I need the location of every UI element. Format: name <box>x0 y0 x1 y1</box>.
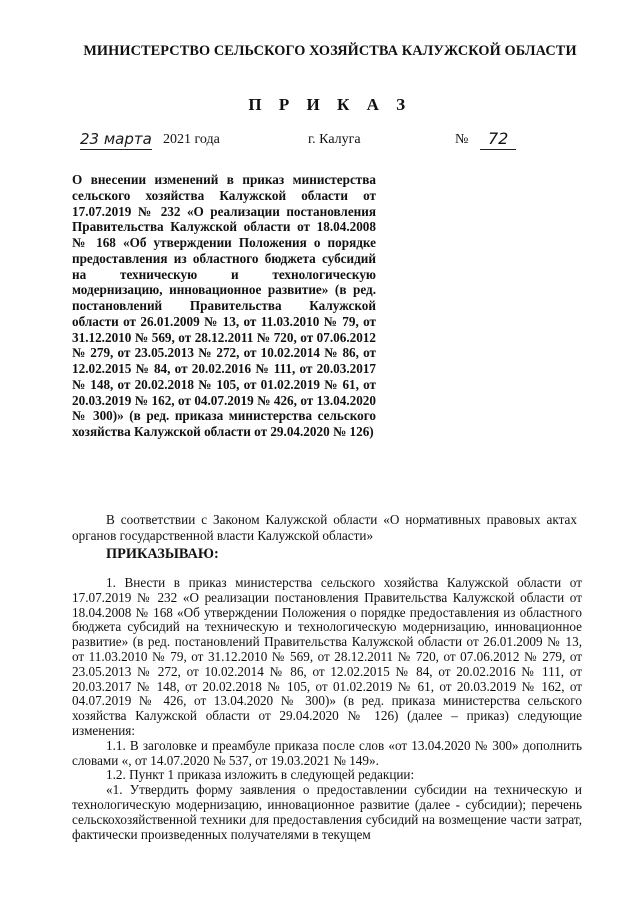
document-type-title: П Р И К А З <box>248 95 412 114</box>
date-year: 2021 года <box>163 132 220 147</box>
number-underline <box>480 149 516 150</box>
number-sign: № <box>455 132 469 147</box>
body-paragraph-1: 1. Внести в приказ министерства сельского хозяйства Калужской области от 17.07.2019 № 232 «О реализации постановления Правительства Калужской области от 18.04.2008 № 168 «Об утверждении Положения о порядке предоставления из областного бюджета субсидий на техническую и технологическую модернизацию, инновационное развитие» (в ред. постановлений Правительства Калужской области от 26.01.2009 № 13, от 11.03.2010 № 79, от 31.12.2010 № 569, от 28.12.2011 № 720, от 07.06.2012 № 279, от 23.05.2013 № 272, от 10.02.2014 № 86, от 12.02.2015 № 84, от 20.02.2016 № 111, от 20.03.2017 № 148, от 20.02.2018 № 105, от 01.02.2019 № 61, от 20.03.2019 № 162, от 04.07.2019 № 426, от 13.04.2020 № 300)» (в ред. приказа министерства сельского хозяйства Калужской области от 29.04.2020 № 126) (далее – приказ) следующие изменения: <box>72 575 582 738</box>
order-subject: О внесении изменений в приказ министерства сельского хозяйства Калужской области от 17.07.2019 № 232 «О реализации постановления Правительства Калужской области от 18.04.2008 № 168 «Об утверждении Положения о порядке предоставления из областного бюджета субсидий на техническую и технологическую модернизацию, инновационное развитие» (в ред. постановлений Правительства Калужской области от 26.01.2009 № 13, от 11.03.2010 № 79, от 31.12.2010 № 569, от 28.12.2011 № 720, от 07.06.2012 № 279, от 23.05.2013 № 272, от 10.02.2014 № 86, от 12.02.2015 № 84, от 20.02.2016 № 111, от 20.03.2017 № 148, от 20.02.2018 № 105, от 01.02.2019 № 61, от 20.03.2019 № 162, от 04.07.2019 № 426, от 13.04.2020 № 300)» (в ред. приказа министерства сельского хозяйства Калужской области от 29.04.2020 № 126) <box>72 172 376 439</box>
handwritten-date-text: 23 марта <box>80 130 152 148</box>
date-number-line <box>0 130 639 156</box>
body-paragraph-1-1: 1.1. В заголовке и преамбуле приказа после слов «от 13.04.2020 № 300» дополнить словами «, от 14.07.2020 № 537, от 19.03.2021 № 149». <box>72 737 582 768</box>
handwritten-number <box>480 129 516 148</box>
handwritten-number-text: 72 <box>488 129 509 148</box>
date-underline <box>80 149 152 150</box>
handwritten-date <box>80 130 152 148</box>
city: г. Калуга <box>308 132 361 147</box>
order-body <box>72 576 582 842</box>
preamble-paragraph: В соответствии с Законом Калужской области «О нормативных правовых актах органов государственной власти Калужской области» <box>72 512 577 543</box>
order-directive-word: ПРИКАЗЫВАЮ: <box>106 546 219 562</box>
body-paragraph-1-2: 1.2. Пункт 1 приказа изложить в следующей редакции: <box>106 767 415 783</box>
body-paragraph-quote: «1. Утвердить форму заявления о предоставлении субсидии на техническую и технологическую модернизацию, инновационное развитие (далее - субсидии); перечень сельскохозяйственной техники для предоставления субсидий на возмещение части затрат, фактически произведенных получателями в текущем <box>72 782 582 842</box>
ministry-name: МИНИСТЕРСТВО СЕЛЬСКОГО ХОЗЯЙСТВА КАЛУЖСКОЙ ОБЛАСТИ <box>83 43 577 59</box>
